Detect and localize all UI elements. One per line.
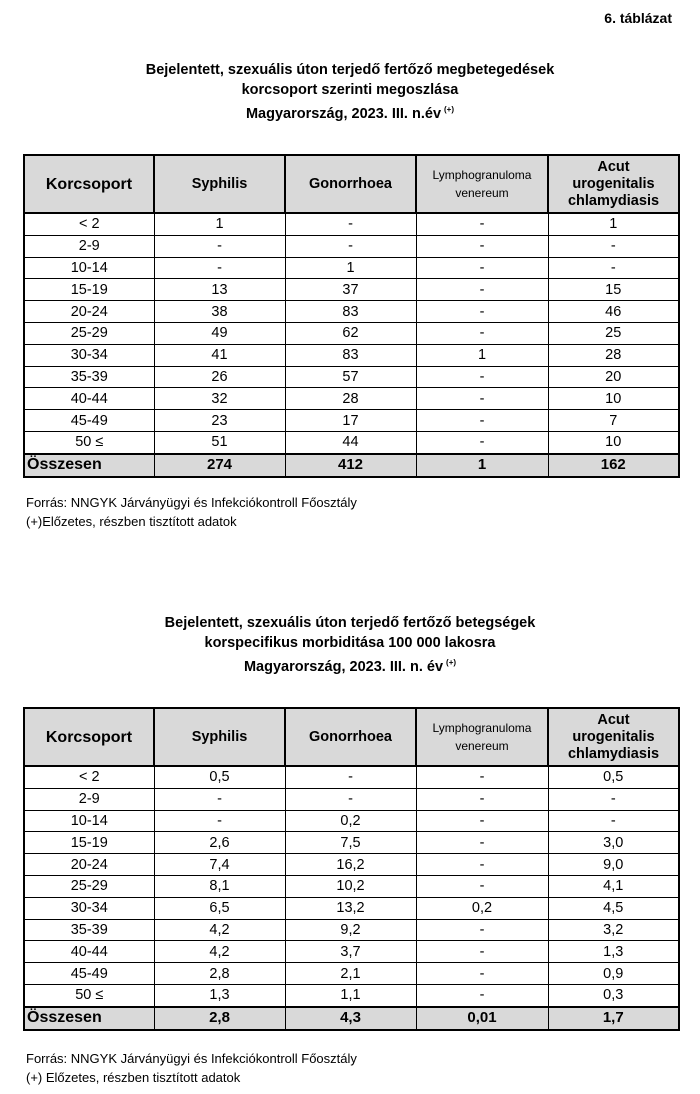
- col-header-chlamydiasis-line: chlamydiasis: [567, 745, 660, 762]
- cell-syphilis: 49: [154, 322, 285, 344]
- total-chlamydiasis: 162: [548, 454, 679, 477]
- cell-chlamydiasis: -: [548, 810, 679, 832]
- cell-gonorrhoea: -: [285, 235, 416, 257]
- col-header-syphilis: Syphilis: [154, 155, 285, 213]
- cell-chlamydiasis: 0,5: [548, 766, 679, 788]
- cell-age-group: 40-44: [24, 941, 154, 963]
- table2-morbidity-rates: [23, 707, 680, 1031]
- cell-age-group: 15-19: [24, 832, 154, 854]
- table2-title: [0, 613, 700, 677]
- col-header-lgv-line: Lymphogranuloma: [432, 721, 532, 735]
- cell-age-group: 10-14: [24, 810, 154, 832]
- table-row: [24, 810, 679, 832]
- total-row: [24, 454, 679, 477]
- cell-gonorrhoea: 28: [285, 388, 416, 410]
- cell-gonorrhoea: 13,2: [285, 897, 416, 919]
- cell-syphilis: -: [154, 810, 285, 832]
- table-row: [24, 919, 679, 941]
- cell-gonorrhoea: 1,1: [285, 984, 416, 1006]
- cell-syphilis: -: [154, 257, 285, 279]
- table2-title-line: Bejelentett, szexuális úton terjedő fertőző betegségek: [164, 615, 536, 631]
- cell-lgv: -: [416, 788, 548, 810]
- cell-lgv: -: [416, 213, 548, 235]
- cell-chlamydiasis: 10: [548, 388, 679, 410]
- cell-lgv: -: [416, 810, 548, 832]
- cell-gonorrhoea: 44: [285, 431, 416, 453]
- table-header-row: [24, 155, 679, 213]
- table1-notes: [26, 493, 357, 531]
- table-row: [24, 366, 679, 388]
- cell-chlamydiasis: 25: [548, 322, 679, 344]
- cell-syphilis: 41: [154, 344, 285, 366]
- cell-lgv: -: [416, 832, 548, 854]
- cell-gonorrhoea: 62: [285, 322, 416, 344]
- cell-chlamydiasis: 0,3: [548, 984, 679, 1006]
- cell-syphilis: 6,5: [154, 897, 285, 919]
- cell-syphilis: 2,6: [154, 832, 285, 854]
- cell-chlamydiasis: 7: [548, 410, 679, 432]
- cell-age-group: 20-24: [24, 301, 154, 323]
- col-header-chlamydiasis: [548, 708, 679, 766]
- cell-gonorrhoea: -: [285, 788, 416, 810]
- cell-lgv: 0,2: [416, 897, 548, 919]
- table-row: [24, 875, 679, 897]
- cell-gonorrhoea: 17: [285, 410, 416, 432]
- col-header-chlamydiasis-line: urogenitalis: [572, 728, 655, 745]
- table-row: [24, 984, 679, 1006]
- col-header-age-group: Korcsoport: [24, 155, 154, 213]
- col-header-lgv: [416, 155, 548, 213]
- table1-case-counts: [23, 154, 680, 478]
- cell-lgv: -: [416, 388, 548, 410]
- cell-chlamydiasis: 1,3: [548, 941, 679, 963]
- cell-lgv: -: [416, 322, 548, 344]
- cell-age-group: 50 ≤: [24, 431, 154, 453]
- cell-age-group: 40-44: [24, 388, 154, 410]
- table-row: [24, 788, 679, 810]
- cell-age-group: 20-24: [24, 854, 154, 876]
- cell-lgv: -: [416, 301, 548, 323]
- col-header-lgv-line: venereum: [455, 739, 509, 753]
- cell-chlamydiasis: 1: [548, 213, 679, 235]
- table-row: [24, 897, 679, 919]
- cell-syphilis: 32: [154, 388, 285, 410]
- table-row: [24, 257, 679, 279]
- table-row: [24, 279, 679, 301]
- cell-chlamydiasis: 4,1: [548, 875, 679, 897]
- cell-age-group: 50 ≤: [24, 984, 154, 1006]
- cell-syphilis: 26: [154, 366, 285, 388]
- table-row: [24, 766, 679, 788]
- cell-chlamydiasis: 28: [548, 344, 679, 366]
- cell-chlamydiasis: 10: [548, 431, 679, 453]
- cell-chlamydiasis: 3,0: [548, 832, 679, 854]
- cell-lgv: -: [416, 875, 548, 897]
- total-lgv: 0,01: [416, 1007, 548, 1030]
- table-row: [24, 963, 679, 985]
- cell-syphilis: 23: [154, 410, 285, 432]
- table-header-row: [24, 708, 679, 766]
- preliminary-data-note: (+)Előzetes, részben tisztított adatok: [26, 514, 237, 529]
- cell-gonorrhoea: -: [285, 213, 416, 235]
- table2-title-line: [0, 653, 700, 677]
- cell-gonorrhoea: 37: [285, 279, 416, 301]
- cell-gonorrhoea: 16,2: [285, 854, 416, 876]
- table2-title-footnote-mark: (+): [446, 658, 457, 667]
- cell-gonorrhoea: 57: [285, 366, 416, 388]
- table2-body: [24, 766, 679, 1030]
- cell-chlamydiasis: 9,0: [548, 854, 679, 876]
- cell-lgv: -: [416, 431, 548, 453]
- table2-title-text: Magyarország, 2023. III. n. év: [243, 658, 444, 675]
- col-header-chlamydiasis-line: urogenitalis: [572, 175, 655, 192]
- cell-gonorrhoea: -: [285, 766, 416, 788]
- total-syphilis: 2,8: [154, 1007, 285, 1030]
- cell-gonorrhoea: 7,5: [285, 832, 416, 854]
- col-header-gonorrhoea: Gonorrhoea: [285, 155, 416, 213]
- cell-chlamydiasis: 0,9: [548, 963, 679, 985]
- table-row: [24, 388, 679, 410]
- cell-age-group: 25-29: [24, 875, 154, 897]
- col-header-lgv: [416, 708, 548, 766]
- total-syphilis: 274: [154, 454, 285, 477]
- cell-chlamydiasis: -: [548, 788, 679, 810]
- cell-lgv: -: [416, 366, 548, 388]
- cell-syphilis: 0,5: [154, 766, 285, 788]
- total-gonorrhoea: 4,3: [285, 1007, 416, 1030]
- table1-title-footnote-mark: (+): [444, 105, 455, 114]
- cell-chlamydiasis: 15: [548, 279, 679, 301]
- cell-lgv: -: [416, 963, 548, 985]
- cell-age-group: 35-39: [24, 919, 154, 941]
- cell-chlamydiasis: 20: [548, 366, 679, 388]
- total-row: [24, 1007, 679, 1030]
- cell-syphilis: 7,4: [154, 854, 285, 876]
- col-header-chlamydiasis-line: chlamydiasis: [567, 192, 660, 209]
- total-lgv: 1: [416, 454, 548, 477]
- cell-syphilis: 4,2: [154, 919, 285, 941]
- table1-title-line: [0, 100, 700, 124]
- cell-age-group: 30-34: [24, 344, 154, 366]
- cell-syphilis: -: [154, 235, 285, 257]
- cell-age-group: 45-49: [24, 963, 154, 985]
- cell-gonorrhoea: 83: [285, 344, 416, 366]
- col-header-chlamydiasis-line: Acut: [597, 158, 630, 175]
- cell-syphilis: 4,2: [154, 941, 285, 963]
- source-note: Forrás: NNGYK Járványügyi és Infekciókontroll Főosztály: [26, 495, 357, 510]
- cell-gonorrhoea: 83: [285, 301, 416, 323]
- table1-title: [0, 60, 700, 124]
- cell-lgv: -: [416, 279, 548, 301]
- col-header-gonorrhoea: Gonorrhoea: [285, 708, 416, 766]
- cell-syphilis: 51: [154, 431, 285, 453]
- table1-title-text: Magyarország, 2023. III. n.év: [245, 105, 442, 122]
- table-row: [24, 213, 679, 235]
- cell-syphilis: 1,3: [154, 984, 285, 1006]
- table2-title-line: korspecifikus morbiditása 100 000 lakosra: [204, 635, 496, 651]
- cell-age-group: 2-9: [24, 788, 154, 810]
- cell-lgv: -: [416, 941, 548, 963]
- col-header-lgv-line: venereum: [455, 186, 509, 200]
- cell-syphilis: 8,1: [154, 875, 285, 897]
- cell-chlamydiasis: 3,2: [548, 919, 679, 941]
- table-row: [24, 344, 679, 366]
- cell-gonorrhoea: 2,1: [285, 963, 416, 985]
- cell-gonorrhoea: 1: [285, 257, 416, 279]
- cell-syphilis: 13: [154, 279, 285, 301]
- cell-lgv: -: [416, 235, 548, 257]
- table-row: [24, 431, 679, 453]
- cell-lgv: -: [416, 919, 548, 941]
- col-header-chlamydiasis-line: Acut: [597, 711, 630, 728]
- total-label: Összesen: [24, 454, 154, 477]
- total-label: Összesen: [24, 1007, 154, 1030]
- cell-lgv: -: [416, 854, 548, 876]
- table-row: [24, 235, 679, 257]
- cell-syphilis: -: [154, 788, 285, 810]
- table2-notes: [26, 1049, 357, 1087]
- cell-gonorrhoea: 10,2: [285, 875, 416, 897]
- cell-syphilis: 1: [154, 213, 285, 235]
- table-row: [24, 322, 679, 344]
- cell-lgv: -: [416, 410, 548, 432]
- total-chlamydiasis: 1,7: [548, 1007, 679, 1030]
- cell-gonorrhoea: 9,2: [285, 919, 416, 941]
- cell-age-group: 15-19: [24, 279, 154, 301]
- col-header-age-group: Korcsoport: [24, 708, 154, 766]
- col-header-syphilis: Syphilis: [154, 708, 285, 766]
- table-row: [24, 941, 679, 963]
- table-number-label: 6. táblázat: [604, 10, 672, 26]
- cell-chlamydiasis: -: [548, 235, 679, 257]
- cell-chlamydiasis: 46: [548, 301, 679, 323]
- cell-chlamydiasis: 4,5: [548, 897, 679, 919]
- cell-age-group: 30-34: [24, 897, 154, 919]
- table1-title-line: korcsoport szerinti megoszlása: [241, 82, 459, 98]
- table1-body: [24, 213, 679, 477]
- cell-chlamydiasis: -: [548, 257, 679, 279]
- cell-syphilis: 2,8: [154, 963, 285, 985]
- cell-lgv: 1: [416, 344, 548, 366]
- cell-age-group: 10-14: [24, 257, 154, 279]
- cell-lgv: -: [416, 257, 548, 279]
- table-row: [24, 410, 679, 432]
- cell-lgv: -: [416, 766, 548, 788]
- cell-age-group: 25-29: [24, 322, 154, 344]
- cell-gonorrhoea: 0,2: [285, 810, 416, 832]
- table-row: [24, 832, 679, 854]
- cell-lgv: -: [416, 984, 548, 1006]
- table-row: [24, 301, 679, 323]
- table-row: [24, 854, 679, 876]
- cell-syphilis: 38: [154, 301, 285, 323]
- table1-title-line: Bejelentett, szexuális úton terjedő fertőző megbetegedések: [145, 62, 555, 78]
- source-note: Forrás: NNGYK Járványügyi és Infekciókontroll Főosztály: [26, 1051, 357, 1066]
- col-header-lgv-line: Lymphogranuloma: [432, 168, 532, 182]
- cell-age-group: < 2: [24, 213, 154, 235]
- total-gonorrhoea: 412: [285, 454, 416, 477]
- preliminary-data-note: (+) Előzetes, részben tisztított adatok: [26, 1070, 241, 1085]
- cell-age-group: 45-49: [24, 410, 154, 432]
- cell-age-group: 2-9: [24, 235, 154, 257]
- col-header-chlamydiasis: [548, 155, 679, 213]
- cell-gonorrhoea: 3,7: [285, 941, 416, 963]
- cell-age-group: < 2: [24, 766, 154, 788]
- cell-age-group: 35-39: [24, 366, 154, 388]
